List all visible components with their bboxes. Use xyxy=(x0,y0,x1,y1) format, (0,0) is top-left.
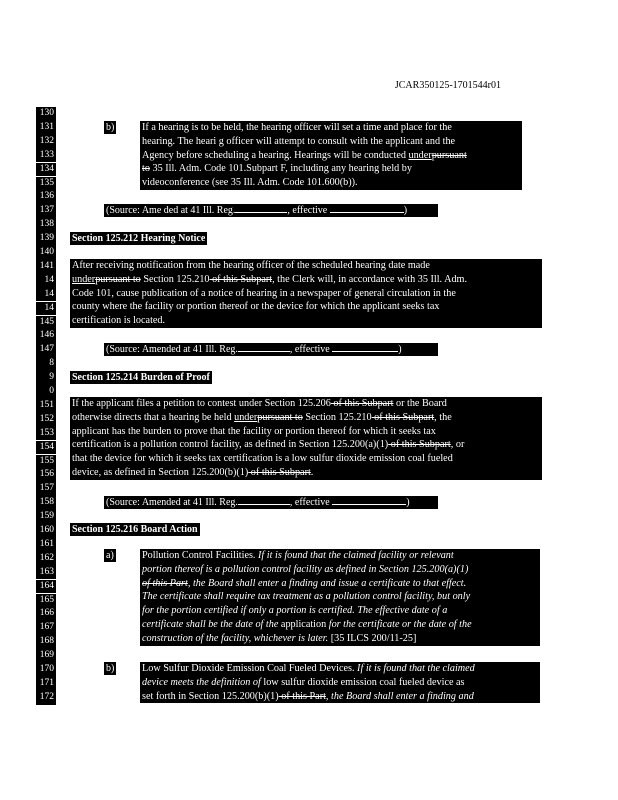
inserted-text: under xyxy=(408,149,432,161)
line-number: 135 xyxy=(36,177,56,191)
section-heading-125-214: Section 125.214 Burden of Proof xyxy=(72,372,210,383)
notice-line-3: Code 101, cause publication of a notice of hearing in a newspaper of general circulation in the xyxy=(72,287,456,299)
source-effective: , effective xyxy=(289,344,330,355)
pc-line-6 xyxy=(142,618,538,632)
hearing-paragraph xyxy=(140,121,522,190)
text: certification is a pollution control facility, as defined in Section 125.200(a)(1) xyxy=(72,439,389,451)
line-number: 154 xyxy=(36,441,56,455)
burden-line-6 xyxy=(72,466,540,480)
burden-line-5: that the device for which it seeks tax certification is a low sulfur dioxide emission coal fueled xyxy=(72,453,453,465)
text: otherwise directs that a hearing be held xyxy=(72,411,235,423)
line-number: 141 xyxy=(36,260,56,274)
line-number: 160 xyxy=(36,524,56,538)
line-number: 156 xyxy=(36,468,56,482)
line-number: 14 xyxy=(36,288,56,302)
quoted-text: If it is found that the claimed facility or relevant xyxy=(258,550,454,561)
text: , the Board shall enter a finding and issue a certificate to that effect. xyxy=(187,577,467,589)
line-number: 137 xyxy=(36,204,56,218)
text: Pollution Control Facilities. xyxy=(142,550,259,561)
line-number: 157 xyxy=(36,482,56,496)
inserted-text: application xyxy=(280,618,327,630)
line-number: 8 xyxy=(36,357,56,371)
pollution-control-paragraph xyxy=(140,549,540,646)
notice-line-5: certification is located. xyxy=(72,315,166,327)
line-number: 169 xyxy=(36,649,56,663)
text: set forth in Section 125.200(b)(1) xyxy=(142,690,279,702)
text: or the Board xyxy=(393,398,447,409)
source-effective: , effective xyxy=(289,497,330,508)
line-number: 172 xyxy=(36,691,56,705)
pc-line-2: portion thereof is a pollution control facility as defined in Section 125.200(a)(1) xyxy=(142,563,469,575)
line-number: 130 xyxy=(36,107,56,121)
pc-line-7 xyxy=(142,632,538,646)
line-number: 170 xyxy=(36,663,56,677)
line-number: 139 xyxy=(36,232,56,246)
hearing-line-3 xyxy=(142,149,520,163)
line-number: 162 xyxy=(36,552,56,566)
inserted-text: under xyxy=(72,273,96,285)
line-number: 132 xyxy=(36,135,56,149)
line-number: 145 xyxy=(36,316,56,330)
text: Section 125.210 xyxy=(140,273,210,285)
burden-line-3: applicant has the burden to prove that the facility or portion thereof for which it seeks tax xyxy=(72,425,436,437)
text: device, as defined in Section 125.200(b)(1) xyxy=(72,466,249,478)
hearing-line-1: If a hearing is to be held, the hearing officer will set a time and place for the xyxy=(142,122,452,133)
source-text: (Source: Amended at 41 Ill. Reg. xyxy=(106,344,238,355)
hearing-line-2: hearing. The heari g officer will attempt to consult with the applicant and the xyxy=(142,135,456,147)
inserted-text: under xyxy=(234,411,258,423)
line-number: 133 xyxy=(36,149,56,163)
line-number: 9 xyxy=(36,371,56,385)
section-heading-125-212: Section 125.212 Hearing Notice xyxy=(72,233,206,244)
notice-line-2 xyxy=(72,273,540,287)
text: , or xyxy=(450,439,465,451)
line-number: 161 xyxy=(36,538,56,552)
line-number: 153 xyxy=(36,427,56,441)
line-number: 146 xyxy=(36,329,56,343)
pc-line-3 xyxy=(142,577,538,591)
pc-line-4: The certificate shall require tax treatment as a pollution control facility, but only xyxy=(142,591,471,603)
notice-line-4: county where the facility or portion thereof or the device for which the applicant seeks tax xyxy=(72,301,440,313)
line-number: 158 xyxy=(36,496,56,510)
line-number: 167 xyxy=(36,621,56,635)
line-number: 166 xyxy=(36,607,56,621)
line-number: 163 xyxy=(36,566,56,580)
burden-of-proof-paragraph xyxy=(70,397,542,480)
low-sulfur-paragraph xyxy=(140,662,540,703)
line-number: 159 xyxy=(36,510,56,524)
notice-line-1: After receiving notification from the hearing officer of the scheduled hearing date made xyxy=(72,260,430,271)
text: Low Sulfur Dioxide Emission Coal Fueled Devices. xyxy=(142,663,358,674)
source-text: (Source: Amended at 41 Ill. Reg. xyxy=(106,497,238,508)
pc-line-5: for the portion certified if only a portion is certified. The effective date of a xyxy=(142,605,448,617)
line-number: 14 xyxy=(36,302,56,316)
line-number: 131 xyxy=(36,121,56,135)
item-label-b1: b) xyxy=(106,122,115,133)
line-number: 136 xyxy=(36,190,56,204)
ls-line-2 xyxy=(142,676,538,690)
line-number: 165 xyxy=(36,594,56,608)
text: low sulfur dioxide emission coal fueled device as xyxy=(263,676,465,688)
pc-line-1 xyxy=(142,549,538,563)
hearing-line-5: videoconference (see 35 Ill. Adm. Code 101.600(b)). xyxy=(142,177,358,189)
text: Agency before scheduling a hearing. Hearings will be conducted xyxy=(142,149,409,161)
quoted-text: If it is found that the claimed xyxy=(357,663,475,674)
text: If the applicant files a petition to contest under Section 125.206 xyxy=(72,398,331,409)
deleted-text: of this Part xyxy=(142,577,188,589)
deleted-text: of this Subpart xyxy=(388,439,451,451)
deleted-text: of this Subpart xyxy=(330,398,394,409)
deleted-text: pursuant xyxy=(431,149,467,161)
text: certificate shall be the date of the xyxy=(142,618,281,630)
citation: [35 ILCS 200/11-25] xyxy=(328,632,417,644)
line-number: 164 xyxy=(36,580,56,594)
text: , the xyxy=(434,411,452,423)
deleted-text: of this Subpart xyxy=(248,466,311,478)
text: , the Clerk will, in accordance with 35 Ill. Adm. xyxy=(272,273,468,285)
line-number: 152 xyxy=(36,413,56,427)
item-label-a: a) xyxy=(106,550,114,561)
text: construction of the facility, whichever is later. xyxy=(142,632,329,644)
deleted-text: of this Subpart xyxy=(209,273,273,285)
burden-line-1 xyxy=(72,397,540,411)
line-number: 155 xyxy=(36,455,56,469)
ls-line-1 xyxy=(142,662,538,676)
line-number: 138 xyxy=(36,218,56,232)
line-number: 168 xyxy=(36,635,56,649)
line-number: 151 xyxy=(36,399,56,413)
source-text: (Source: Ame ded at 41 Ill. Reg. xyxy=(106,205,236,216)
source-note-3: (Source: Amended at 41 Ill. Reg. , effective ) xyxy=(104,496,438,509)
burden-line-4 xyxy=(72,438,540,452)
burden-line-2 xyxy=(72,411,540,425)
section-heading-125-216: Section 125.216 Board Action xyxy=(72,524,198,535)
line-number: 171 xyxy=(36,677,56,691)
text: 35 Ill. Adm. Code 101.Subpart F, including any hearing held by xyxy=(149,163,412,175)
line-number: 0 xyxy=(36,385,56,399)
text: Section 125.210 xyxy=(302,411,372,423)
deleted-text: of this Part xyxy=(278,690,326,702)
document-header: JCAR350125-1701544r01 xyxy=(394,80,501,91)
line-number: 147 xyxy=(36,343,56,357)
deleted-text: of this Subpart xyxy=(371,411,435,423)
deleted-text: pursuant to xyxy=(95,273,141,285)
item-label-b2: b) xyxy=(106,663,115,674)
ls-line-3 xyxy=(142,690,538,704)
line-number: 134 xyxy=(36,163,56,177)
text: device meets the definition of xyxy=(142,676,264,688)
source-effective: , effective xyxy=(287,205,328,216)
line-number: 140 xyxy=(36,246,56,260)
hearing-notice-paragraph xyxy=(70,259,542,328)
line-number: 14 xyxy=(36,274,56,288)
quoted-text: , the Board shall enter a finding and xyxy=(325,690,474,702)
text: . xyxy=(310,466,314,478)
deleted-text: pursuant to xyxy=(257,411,303,423)
deleted-text: to xyxy=(142,163,150,175)
text: for the certificate or the date of the xyxy=(326,618,472,630)
source-note-1: (Source: Ame ded at 41 Ill. Reg. , effective ) xyxy=(104,204,438,217)
hearing-line-4 xyxy=(142,162,520,176)
source-note-2: (Source: Amended at 41 Ill. Reg. , effective ) xyxy=(104,343,438,356)
